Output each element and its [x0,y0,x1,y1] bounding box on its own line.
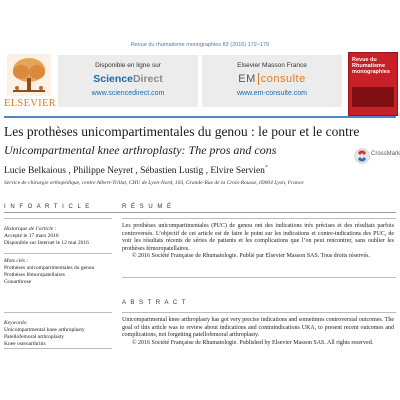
crossmark-label: CrossMark [371,151,400,157]
elsevier-logo [4,52,54,112]
emconsulte-caption: Elsevier Masson France [237,62,307,69]
resume-copyright: © 2016 Société Française de Rhumatologie. Publié par Elsevier Masson SAS. Tous droits réservés. [132,253,370,260]
keyword-item: Unicompartmental knee arthroplasty [4,327,85,333]
history-accepted: Accepté le 17 mars 2016 [4,233,59,239]
emconsulte-brand-em: EM [238,73,259,85]
abstract-body [122,317,394,347]
journal-citation[interactable]: Revue du rhumatisme monographies 83 (2016) 172–179 [130,42,270,48]
resume-body [122,223,394,261]
sciencedirect-brand-science: Science [93,73,133,85]
emconsulte-box [202,55,342,107]
crossmark-icon [354,148,370,164]
article-title-english: Unicompartmental knee arthroplasty: The pros and cons [4,143,277,157]
journal-cover-title: Revue du Rhumatisme monographies [352,57,390,75]
resume-divider [122,218,396,219]
info-divider [4,312,112,313]
emconsulte-url-link[interactable]: www.em-consulte.com [236,90,308,97]
author-names: Lucie Belkaious , Philippe Neyret , Sébastien Lustig , Elvire Servien [4,166,265,177]
keyword-item: Patellofemoral arthroplasty [4,334,65,340]
keyword-item: Knee osteoarthritis [4,341,46,347]
french-keywords [4,258,112,286]
elsevier-tree-icon [7,54,51,96]
english-keywords [4,320,112,348]
resume-paragraph: Les prothèses unicompartimentales (PUC) de genou ont des indications très précises et des résultats parfois controversés. L’objectif de cet article est de faire le point sur les indications et contre-indications des PUC, de voir les résultats récents de séries de patients et les complications que l’on peut rencontrer, sans oublier les prothèses fémoropatellaires. [122,223,394,252]
motscle-item: Prothèses fémoropatellaires [4,272,65,278]
sciencedirect-url-link[interactable]: www.sciencedirect.com [91,90,165,97]
crossmark-button[interactable] [354,146,400,168]
author-affiliation: Service de chirurgie orthopédique, centre Albert-Trillat, CHU de Lyon-Nord, 103, Grande-Rue de la Croix-Rousse, 69004 Lyon, France [4,180,304,186]
author-list [4,165,268,176]
sciencedirect-brand [58,73,198,85]
emconsulte-brand-consulte: consulte [260,73,306,85]
header-divider [4,116,396,118]
journal-cover-thumbnail[interactable] [348,52,398,116]
motscles-label: Mots clés : [4,258,29,264]
info-divider [4,253,112,254]
article-info-heading: I N F O A R T I C L E [4,204,91,210]
resume-end-divider [122,277,396,278]
emconsulte-brand [202,73,342,85]
sciencedirect-brand-direct: Direct [132,73,163,85]
corresponding-author-mark[interactable]: * [264,165,268,171]
resume-heading: R É S U M É [122,204,173,210]
section-divider [4,212,396,213]
history-label: Historique de l’article : [4,226,57,232]
sciencedirect-box [58,55,198,107]
abstract-divider [122,312,396,313]
info-divider [4,348,112,349]
info-divider [4,218,112,219]
motscle-item: Prothèses unicompartimentales du genou [4,265,95,271]
history-online: Disponible sur Internet le 12 mai 2016 [4,240,89,246]
article-title-french: Les prothèses unicompartimentales du genou : le pour et le contre [4,124,360,139]
journal-cover-image [352,87,394,107]
elsevier-wordmark: ELSEVIER [4,98,56,109]
article-history [4,226,112,247]
sciencedirect-caption: Disponible en ligne sur [95,62,161,69]
keywords-label: Keywords: [4,320,28,326]
abstract-paragraph: Unicompartmental knee arthroplasty has got very precise indications and sometimes controversial outcomes. The goal of this article was to review about indications and contraindications UKA, to present recent outcomes and complications, not forgetting patellofemoral arthroplasty. [122,317,394,339]
abstract-heading: A B S T R A C T [122,300,187,306]
abstract-copyright: © 2016 Société Française de Rhumatologie. Published by Elsevier Masson SAS. All rights reserved. [132,339,374,346]
motscle-item: Gonarthrose [4,279,32,285]
